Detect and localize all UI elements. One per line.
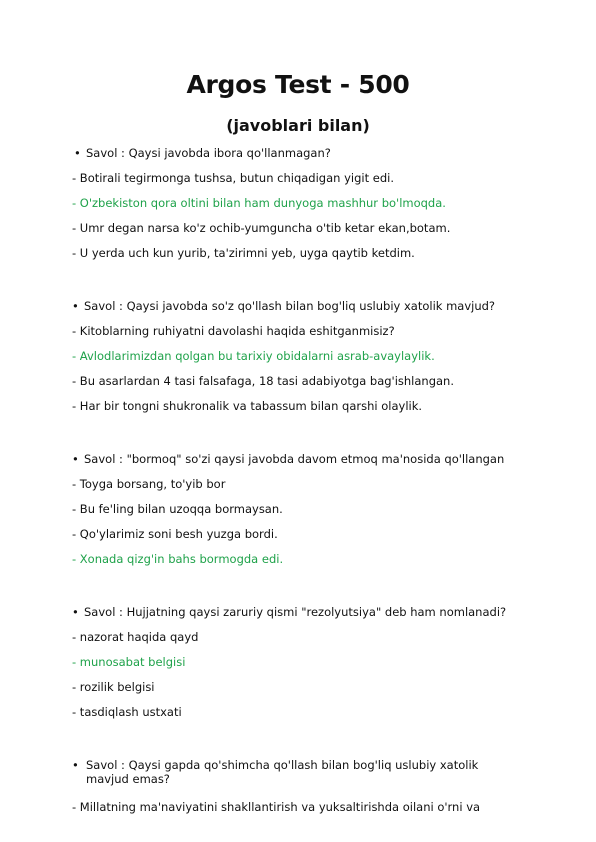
question-1 bbox=[74, 146, 331, 160]
question-2-text: Savol : Qaysi javobda so'z qo'llash bilan bog'liq uslubiy xatolik mavjud? bbox=[84, 299, 496, 313]
page-subtitle: (javoblari bilan) bbox=[226, 116, 370, 135]
page-title: Argos Test - 500 bbox=[186, 70, 410, 99]
q2-option-4: - Har bir tongni shukronalik va tabassum bilan qarshi olaylik. bbox=[72, 399, 423, 413]
bullet-icon: • bbox=[72, 758, 79, 772]
question-2 bbox=[72, 299, 495, 313]
bullet-icon: • bbox=[72, 452, 79, 466]
q4-option-2-correct: - munosabat belgisi bbox=[72, 655, 186, 669]
q3-option-2: - Bu fe'ling bilan uzoqqa bormaysan. bbox=[72, 502, 283, 516]
q3-option-1: - Toyga borsang, to'yib bor bbox=[72, 477, 226, 491]
q2-option-3: - Bu asarlardan 4 tasi falsafaga, 18 tasi adabiyotga bag'ishlangan. bbox=[72, 374, 454, 388]
q3-option-4-correct: - Xonada qizg'in bahs bormogda edi. bbox=[72, 552, 284, 566]
question-3-text: Savol : "bormoq" so'zi qaysi javobda davom etmoq ma'nosida qo'llangan bbox=[84, 452, 505, 466]
q4-option-4: - tasdiqlash ustxati bbox=[72, 705, 182, 719]
q3-option-3: - Qo'ylarimiz soni besh yuzga bordi. bbox=[72, 527, 278, 541]
q4-option-1: - nazorat haqida qayd bbox=[72, 630, 199, 644]
q2-option-1: - Kitoblarning ruhiyatni davolashi haqida eshitganmisiz? bbox=[72, 324, 395, 338]
q1-option-1: - Botirali tegirmonga tushsa, butun chiqadigan yigit edi. bbox=[72, 171, 394, 185]
bullet-icon: • bbox=[72, 605, 79, 619]
question-1-text: Savol : Qaysi javobda ibora qo'llanmagan? bbox=[86, 146, 331, 160]
q1-option-3: - Umr degan narsa ko'z ochib-yumguncha o'tib ketar ekan,botam. bbox=[72, 221, 451, 235]
q2-option-2-correct: - Avlodlarimizdan qolgan bu tarixiy obidalarni asrab-avaylaylik. bbox=[72, 349, 435, 363]
q1-option-2-correct: - O'zbekiston qora oltini bilan ham dunyoga mashhur bo'lmoqda. bbox=[72, 196, 446, 210]
question-4 bbox=[72, 605, 506, 619]
bullet-icon: • bbox=[74, 146, 81, 160]
bullet-icon: • bbox=[72, 299, 79, 313]
q1-option-4: - U yerda uch kun yurib, ta'zirimni yeb, uyga qaytib ketdim. bbox=[72, 246, 415, 260]
q5-option-1: - Millatning ma'naviyatini shakllantirish va yuksaltirishda oilani o'rni va bbox=[72, 800, 481, 814]
question-5-text: Savol : Qaysi gapda qo'shimcha qo'llash bilan bog'liq uslubiy xatolik mavjud emas? bbox=[86, 758, 479, 786]
question-4-text: Savol : Hujjatning qaysi zaruriy qismi "rezolyutsiya" deb ham nomlanadi? bbox=[84, 605, 507, 619]
q4-option-3: - rozilik belgisi bbox=[72, 680, 155, 694]
question-5 bbox=[72, 758, 512, 786]
question-3 bbox=[72, 452, 504, 466]
